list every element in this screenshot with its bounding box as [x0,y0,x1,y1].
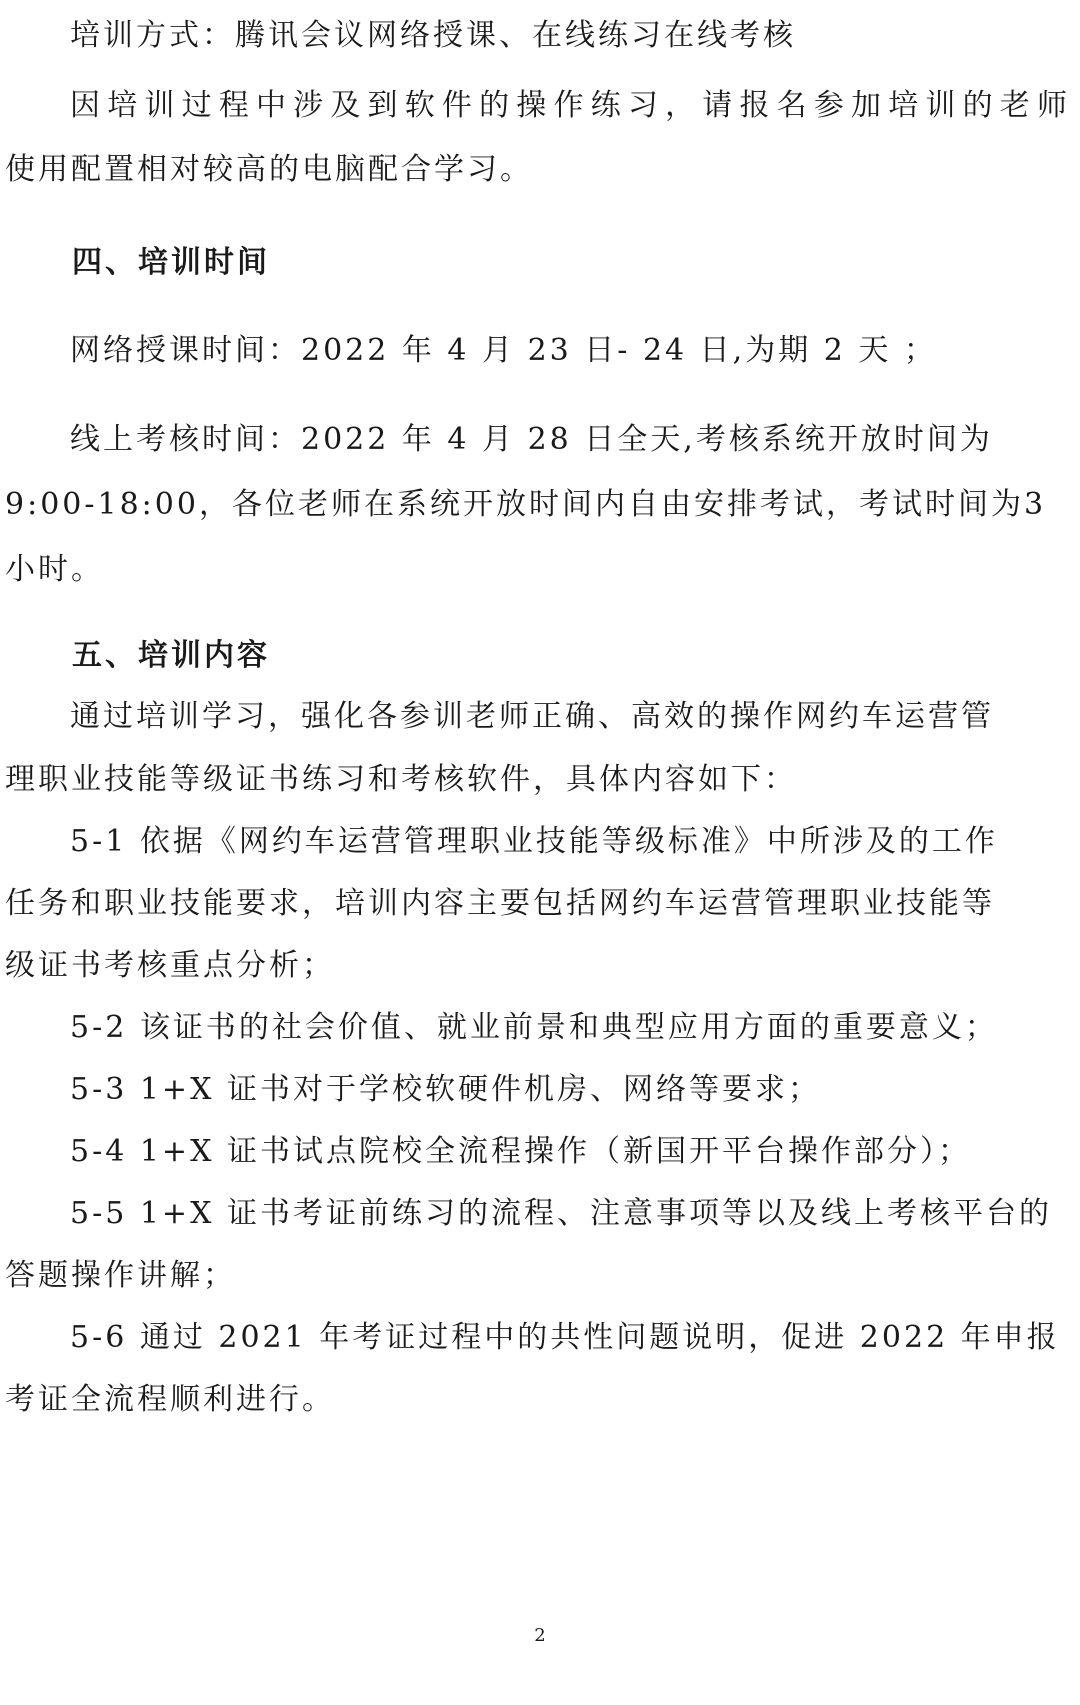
item-5-6-line-1: 5-6 通过 2021 年考证过程中的共性问题说明，促进 2022 年申报 [70,1320,1060,1355]
note-line-1: 因培训过程中涉及到软件的操作练习，请报名参加培训的老师 [70,88,1070,123]
item-5-6-line-2: 考证全流程顺利进行。 [5,1382,335,1417]
item-5-5-line-1: 5-5 1+X 证书考证前练习的流程、注意事项等以及线上考核平台的 [70,1196,1052,1231]
content-intro-line-2: 理职业技能等级证书练习和考核软件，具体内容如下： [5,762,797,797]
item-5-2: 5-2 该证书的社会价值、就业前景和典型应用方面的重要意义； [70,1010,998,1045]
section-4-heading: 四、培训时间 [72,245,270,280]
item-5-4: 5-4 1+X 证书试点院校全流程操作（新国开平台操作部分）； [70,1134,971,1169]
exam-time-line-1: 线上考核时间：2022 年 4 月 28 日全天,考核系统开放时间为 [70,422,993,457]
online-class-time: 网络授课时间：2022 年 4 月 23 日- 24 日,为期 2 天 ； [70,333,937,368]
content-intro-line-1: 通过培训学习，强化各参训老师正确、高效的操作网约车运营管 [70,699,994,734]
item-5-3: 5-3 1+X 证书对于学校软硬件机房、网络等要求； [70,1072,821,1107]
training-method-line: 培训方式：腾讯会议网络授课、在线练习在线考核 [70,18,796,53]
exam-time-line-3: 小时。 [5,552,104,587]
section-5-heading: 五、培训内容 [72,638,270,673]
item-5-1-line-2: 任务和职业技能要求，培训内容主要包括网约车运营管理职业技能等 [5,886,995,921]
page-number: 2 [534,1625,546,1646]
item-5-5-line-2: 答题操作讲解； [5,1258,236,1293]
exam-time-line-2: 9:00-18:00，各位老师在系统开放时间内自由安排考试，考试时间为3 [5,487,1047,522]
item-5-1-line-3: 级证书考核重点分析； [5,948,335,983]
item-5-1-line-1: 5-1 依据《网约车运营管理职业技能等级标准》中所涉及的工作 [70,824,998,859]
note-line-2: 使用配置相对较高的电脑配合学习。 [5,152,533,187]
